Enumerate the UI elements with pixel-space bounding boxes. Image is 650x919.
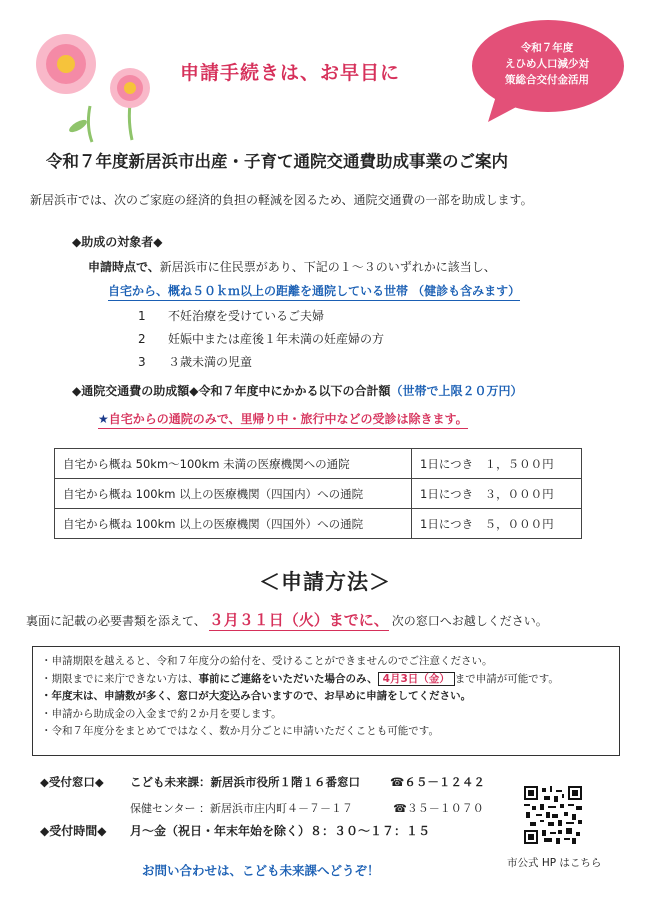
note-item — [41, 688, 611, 706]
list-number: 1 — [138, 309, 146, 323]
deadline-before: 裏面に記載の必要書類を添えて、 — [26, 614, 206, 628]
star-icon: ★ — [98, 412, 109, 426]
page-title: 令和７年度新居浜市出産・子育て通院交通費助成事業のご案内 — [46, 152, 508, 171]
qr-code-icon[interactable] — [524, 786, 582, 844]
flower-small-icon — [110, 68, 150, 140]
rate-desc: 自宅から概ね 100km 以上の医療機関（四国内）への通院 — [55, 479, 412, 509]
intro-text: 新居浜市では、次のご家庭の経済的負担の軽減を図るため、通院交通費の一部を助成します。 — [30, 193, 533, 207]
eligibility-lead-bold: 申請時点で、 — [88, 260, 160, 274]
method-heading: ＜申請方法＞ — [259, 570, 391, 594]
note-item: ・申請から助成金の入金まで約２か月を要します。 — [41, 707, 282, 720]
eligibility-heading: ◆助成の対象者◆ — [72, 235, 163, 249]
table-row — [55, 479, 582, 509]
note-bold: ・年度末は、申請数が多く、窓口が大変込み合いますので、お早めに申請をしてください。 — [41, 690, 472, 702]
bubble-line: 令和７年度 — [520, 42, 574, 54]
amount-cap: （世帯で上限２０万円） — [390, 384, 523, 398]
contact-line — [40, 774, 485, 790]
rate-desc: 自宅から概ね 100km 以上の医療機関（四国外）への通院 — [55, 509, 412, 539]
exclusion-notice-text: 自宅からの通院のみで、里帰り中・旅行中などの受診は除きます。 — [108, 412, 468, 426]
rates-table — [54, 448, 582, 539]
contact-label: ◆受付窓口◆ — [40, 775, 104, 789]
list-number: 2 — [138, 332, 146, 346]
contact-tel-2: ☎３５－１０７０ — [393, 802, 484, 815]
qr-label: 市公式 HP はこちら — [507, 857, 602, 869]
list-item — [138, 328, 384, 351]
note-part: ・期限までに来庁できない方は、 — [41, 672, 199, 685]
deadline-after: 次の窓口へお越しください。 — [391, 614, 548, 628]
deadline-date: ３月３１日（火）までに、 — [208, 611, 389, 629]
eligibility-condition: 自宅から、概ね５０ｋｍ以上の距離を通院している世帯 （健診も含みます） — [108, 282, 520, 301]
list-text: 妊娠中または産後１年未満の妊産婦の方 — [168, 332, 385, 346]
flower-large-icon — [36, 34, 96, 142]
eligibility-lead-rest: 新居浜市に住民票があり、下記の１～３のいずれかに該当し、 — [159, 260, 496, 274]
exclusion-notice — [98, 410, 468, 429]
flower-illustration — [18, 14, 158, 144]
note-part: まで申請が可能です。 — [454, 672, 559, 685]
bubble-line: 策総合交付金活用 — [505, 74, 589, 86]
headline: 申請手続きは、お早目に — [180, 62, 401, 84]
rate-amount: 1日につき １，５００円 — [412, 449, 582, 479]
amount-heading-text: ◆通院交通費の助成額◆令和７年度中にかかる以下の合計額 — [72, 384, 391, 398]
amount-heading — [72, 382, 522, 399]
note-date: 4月3日（金） — [378, 672, 455, 686]
list-item — [138, 351, 384, 374]
bubble-text — [482, 40, 612, 88]
list-text: 不妊治療を受けているご夫婦 — [168, 309, 325, 323]
bubble-line: えひめ人口減少対 — [505, 58, 589, 70]
contact-tel: ☎６５－１２４２ — [390, 775, 485, 789]
rate-desc: 自宅から概ね 50km～100km 未満の医療機関への通院 — [55, 449, 412, 479]
list-text: ３歳未満の児童 — [168, 355, 253, 369]
hours-label: ◆受付時間◆ — [40, 824, 107, 838]
note-bold: 事前にご連絡をいただいた場合のみ、 — [198, 672, 378, 685]
note-item — [41, 671, 611, 689]
notes-box — [32, 646, 620, 756]
hours-line — [40, 822, 430, 839]
inquiry-text: お問い合わせは、こども未来課へどうぞ！ — [142, 863, 380, 878]
deadline-line — [26, 609, 548, 630]
eligibility-lead — [88, 258, 496, 275]
eligibility-list — [138, 305, 384, 374]
note-item: ・申請期限を越えると、令和７年度分の給付を、受けることができませんのでご注意ください。 — [41, 655, 493, 667]
note-item: ・令和７年度分をまとめてではなく、数か月分ごとに申請いただくことも可能です。 — [41, 725, 439, 737]
contact-office-2: 保健センター ：新居浜市庄内町４－７－１７ — [130, 802, 354, 815]
contact-office: こども未来課：新居浜市役所１階１６番窓口 — [130, 775, 360, 789]
table-row — [55, 509, 582, 539]
hours-text: 月～金（祝日・年末年始を除く）８：３０～１７：１５ — [130, 824, 431, 838]
list-item — [138, 305, 384, 328]
table-row — [55, 449, 582, 479]
list-number: 3 — [138, 355, 146, 369]
rate-amount: 1日につき ３，０００円 — [412, 479, 582, 509]
contact-line-2 — [130, 800, 484, 816]
rate-amount: 1日につき ５，０００円 — [412, 509, 582, 539]
